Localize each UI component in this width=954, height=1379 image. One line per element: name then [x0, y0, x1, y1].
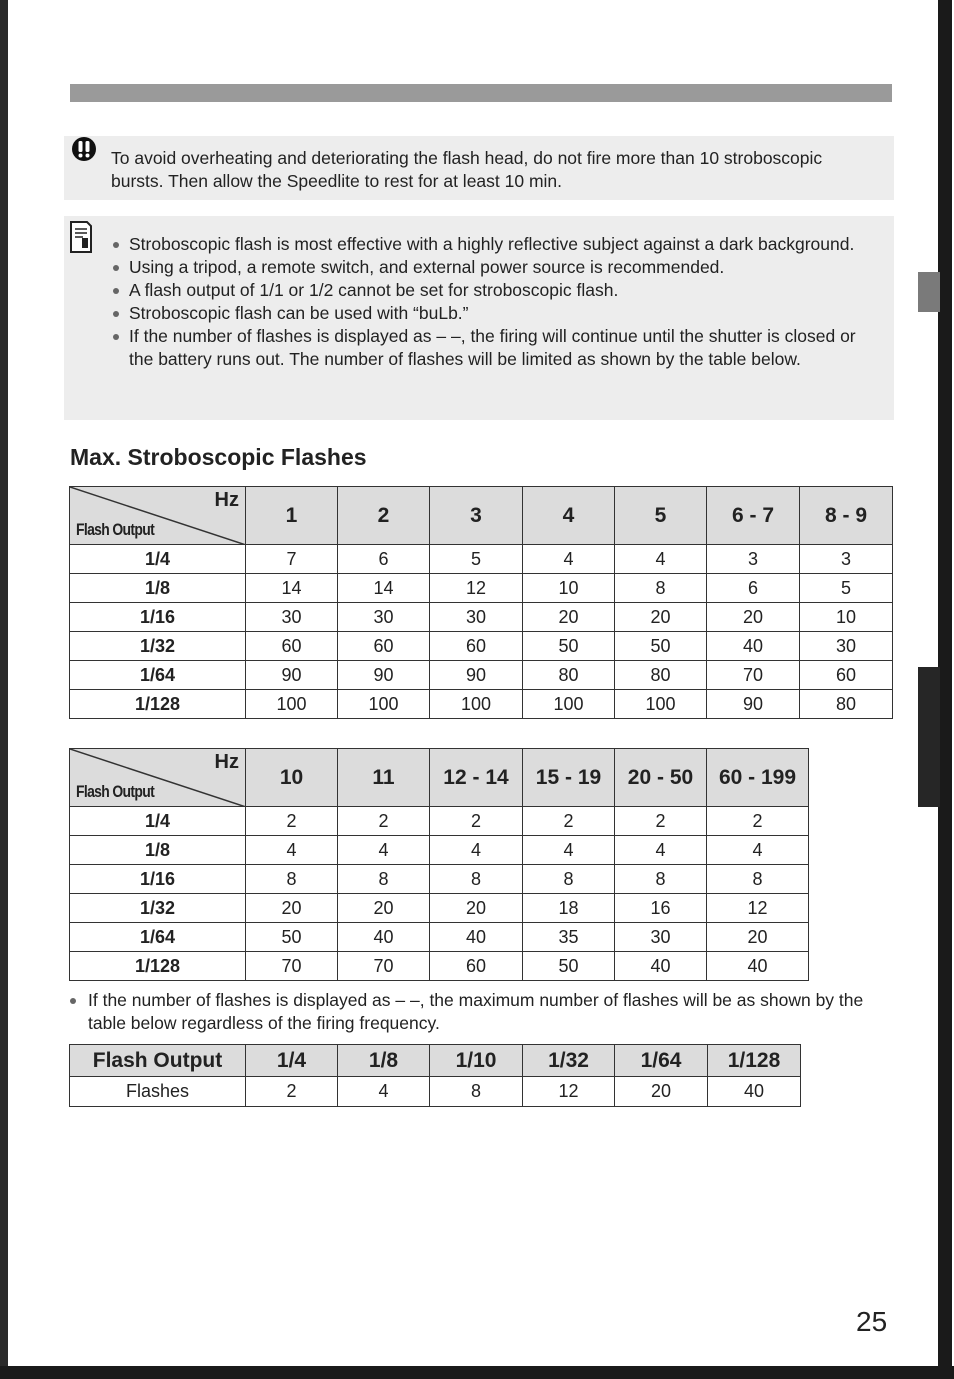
table-cell: 2: [430, 807, 523, 836]
notes-list: [111, 233, 871, 371]
corner-flash-output-label: Flash Output: [76, 520, 155, 539]
table-row: [70, 632, 893, 661]
table-cell: 18: [523, 894, 615, 923]
table-cell: 2: [523, 807, 615, 836]
table-cell: 100: [246, 690, 338, 719]
table-cell: 20: [523, 603, 615, 632]
row-label: 1/64: [70, 923, 246, 952]
table-cell: 100: [523, 690, 615, 719]
row-label: 1/32: [70, 894, 246, 923]
table-row: [70, 952, 809, 981]
table-cell: 5: [800, 574, 893, 603]
table-cell: 50: [523, 952, 615, 981]
table-cell: 50: [615, 632, 707, 661]
chapter-tab-marker: [918, 272, 940, 312]
table-cell: 40: [707, 952, 809, 981]
table-cell: 8: [707, 865, 809, 894]
table-cell: 2: [246, 807, 338, 836]
flash-output-header: Flash Output: [70, 1045, 246, 1077]
table-row: [70, 690, 893, 719]
page-bottom-edge: [0, 1366, 954, 1379]
table-cell: 20: [707, 603, 800, 632]
row-label: 1/4: [70, 807, 246, 836]
table-row: [70, 661, 893, 690]
table-cell: 4: [523, 545, 615, 574]
column-header: 1/32: [523, 1045, 615, 1077]
table-cell: 60: [430, 952, 523, 981]
caution-text: To avoid overheating and deteriorating the flash head, do not fire more than 10 stroboscopic bursts. Then allow the Speedlite to rest for at least 10 min.: [111, 148, 823, 191]
table-cell: 8: [338, 865, 430, 894]
table-cell: 50: [523, 632, 615, 661]
row-label: 1/8: [70, 836, 246, 865]
column-header: 1/128: [708, 1045, 801, 1077]
bullet-icon: [70, 998, 76, 1004]
table-row: [70, 836, 809, 865]
table-row: [70, 865, 809, 894]
column-header: 1/10: [430, 1045, 523, 1077]
corner-hz-label: Hz: [214, 489, 239, 511]
table-cell: 4: [338, 1077, 430, 1107]
column-header: 1: [246, 487, 338, 545]
table-cell: 40: [615, 952, 707, 981]
table-cell: 4: [430, 836, 523, 865]
table-cell: 6: [338, 545, 430, 574]
table-cell: 2: [246, 1077, 338, 1107]
page-left-edge: [0, 0, 8, 1379]
table-cell: 90: [430, 661, 523, 690]
table-cell: 50: [246, 923, 338, 952]
table-cell: 4: [523, 836, 615, 865]
table-cell: 7: [246, 545, 338, 574]
table-cell: 14: [338, 574, 430, 603]
column-header: 5: [615, 487, 707, 545]
section-title: Max. Stroboscopic Flashes: [70, 444, 367, 470]
row-label: 1/128: [70, 690, 246, 719]
note-item: A flash output of 1/1 or 1/2 cannot be set for stroboscopic flash.: [111, 279, 871, 302]
table-cell: 20: [615, 603, 707, 632]
table-cell: 14: [246, 574, 338, 603]
page-right-edge: [938, 0, 952, 1379]
column-header: 6 - 7: [707, 487, 800, 545]
table-cell: 60: [338, 632, 430, 661]
caution-icon: [70, 135, 98, 163]
table-cell: 90: [338, 661, 430, 690]
row-label: 1/8: [70, 574, 246, 603]
table-cell: 4: [615, 545, 707, 574]
corner-flash-output-label: Flash Output: [76, 782, 155, 801]
table-cell: 100: [430, 690, 523, 719]
table-row: [70, 807, 809, 836]
table-cell: 4: [707, 836, 809, 865]
table-cell: 2: [615, 807, 707, 836]
corner-hz-label: Hz: [214, 751, 239, 773]
memo-icon: [69, 220, 93, 254]
footnote: [70, 989, 900, 1035]
table-row: [70, 894, 809, 923]
table-cell: 8: [430, 865, 523, 894]
table-cell: 4: [246, 836, 338, 865]
note-item: Using a tripod, a remote switch, and external power source is recommended.: [111, 256, 871, 279]
column-header: 15 - 19: [523, 749, 615, 807]
row-label: 1/16: [70, 865, 246, 894]
page-number: 25: [856, 1306, 888, 1337]
strobe-table-low-hz: [69, 486, 893, 719]
table-cell: 8: [615, 574, 707, 603]
table-cell: 30: [246, 603, 338, 632]
table-cell: 40: [708, 1077, 801, 1107]
table-cell: 20: [615, 1077, 708, 1107]
table-cell: 20: [246, 894, 338, 923]
row-label: 1/4: [70, 545, 246, 574]
table-cell: 100: [338, 690, 430, 719]
column-header: 1/64: [615, 1045, 708, 1077]
column-header: 8 - 9: [800, 487, 893, 545]
table-cell: 60: [800, 661, 893, 690]
table-cell: 8: [523, 865, 615, 894]
header-bar: [70, 84, 892, 102]
table-cell: 8: [246, 865, 338, 894]
column-header: 20 - 50: [615, 749, 707, 807]
table-cell: 70: [246, 952, 338, 981]
table-cell: 90: [246, 661, 338, 690]
strobe-table-high-hz: [69, 748, 809, 981]
table-cell: 30: [430, 603, 523, 632]
table-cell: 8: [615, 865, 707, 894]
row-label: Flashes: [70, 1077, 246, 1107]
table-cell: 80: [800, 690, 893, 719]
column-header: 11: [338, 749, 430, 807]
table-cell: 5: [430, 545, 523, 574]
table-cell: 40: [430, 923, 523, 952]
footnote-text: If the number of flashes is displayed as – –, the maximum number of flashes will be as shown by the table below regardless of the firing frequency.: [88, 990, 864, 1033]
table-cell: 80: [615, 661, 707, 690]
column-header: 60 - 199: [707, 749, 809, 807]
note-item: Stroboscopic flash can be used with “buLb.”: [111, 302, 871, 325]
table-row: [70, 923, 809, 952]
table-cell: 60: [246, 632, 338, 661]
table-cell: 70: [707, 661, 800, 690]
table-cell: 100: [615, 690, 707, 719]
table-cell: 10: [523, 574, 615, 603]
table-cell: 2: [707, 807, 809, 836]
table-row: [70, 545, 893, 574]
table-cell: 30: [800, 632, 893, 661]
chapter-tab-marker-active: [918, 667, 940, 807]
table-cell: 30: [615, 923, 707, 952]
table-cell: 12: [707, 894, 809, 923]
table-cell: 10: [800, 603, 893, 632]
table-cell: 35: [523, 923, 615, 952]
column-header: 4: [523, 487, 615, 545]
table-row: [70, 574, 893, 603]
column-header: 12 - 14: [430, 749, 523, 807]
column-header: 1/8: [338, 1045, 430, 1077]
row-label: 1/16: [70, 603, 246, 632]
table-cell: 40: [338, 923, 430, 952]
table-cell: 3: [707, 545, 800, 574]
row-label: 1/32: [70, 632, 246, 661]
table-cell: 30: [338, 603, 430, 632]
column-header: 10: [246, 749, 338, 807]
table-cell: 40: [707, 632, 800, 661]
table-cell: 20: [338, 894, 430, 923]
table-corner-cell: [70, 749, 246, 807]
table-cell: 20: [430, 894, 523, 923]
table-cell: 2: [338, 807, 430, 836]
table-cell: 80: [523, 661, 615, 690]
table-corner-cell: [70, 487, 246, 545]
table-cell: 90: [707, 690, 800, 719]
note-item: If the number of flashes is displayed as – –, the firing will continue until the shutter is closed or the battery runs out. The number of flashes will be limited as shown by the table below.: [111, 325, 871, 371]
table-cell: 12: [430, 574, 523, 603]
table-cell: 6: [707, 574, 800, 603]
column-header: 3: [430, 487, 523, 545]
table-row: [70, 1077, 801, 1107]
table-cell: 16: [615, 894, 707, 923]
row-label: 1/128: [70, 952, 246, 981]
column-header: 1/4: [246, 1045, 338, 1077]
max-flashes-table: [69, 1044, 801, 1107]
table-cell: 20: [707, 923, 809, 952]
table-cell: 3: [800, 545, 893, 574]
table-cell: 4: [615, 836, 707, 865]
table-cell: 4: [338, 836, 430, 865]
table-cell: 60: [430, 632, 523, 661]
table-cell: 8: [430, 1077, 523, 1107]
column-header: 2: [338, 487, 430, 545]
row-label: 1/64: [70, 661, 246, 690]
table-cell: 12: [523, 1077, 615, 1107]
table-row: [70, 603, 893, 632]
note-item: Stroboscopic flash is most effective with a highly reflective subject against a dark background.: [111, 233, 871, 256]
table-cell: 70: [338, 952, 430, 981]
